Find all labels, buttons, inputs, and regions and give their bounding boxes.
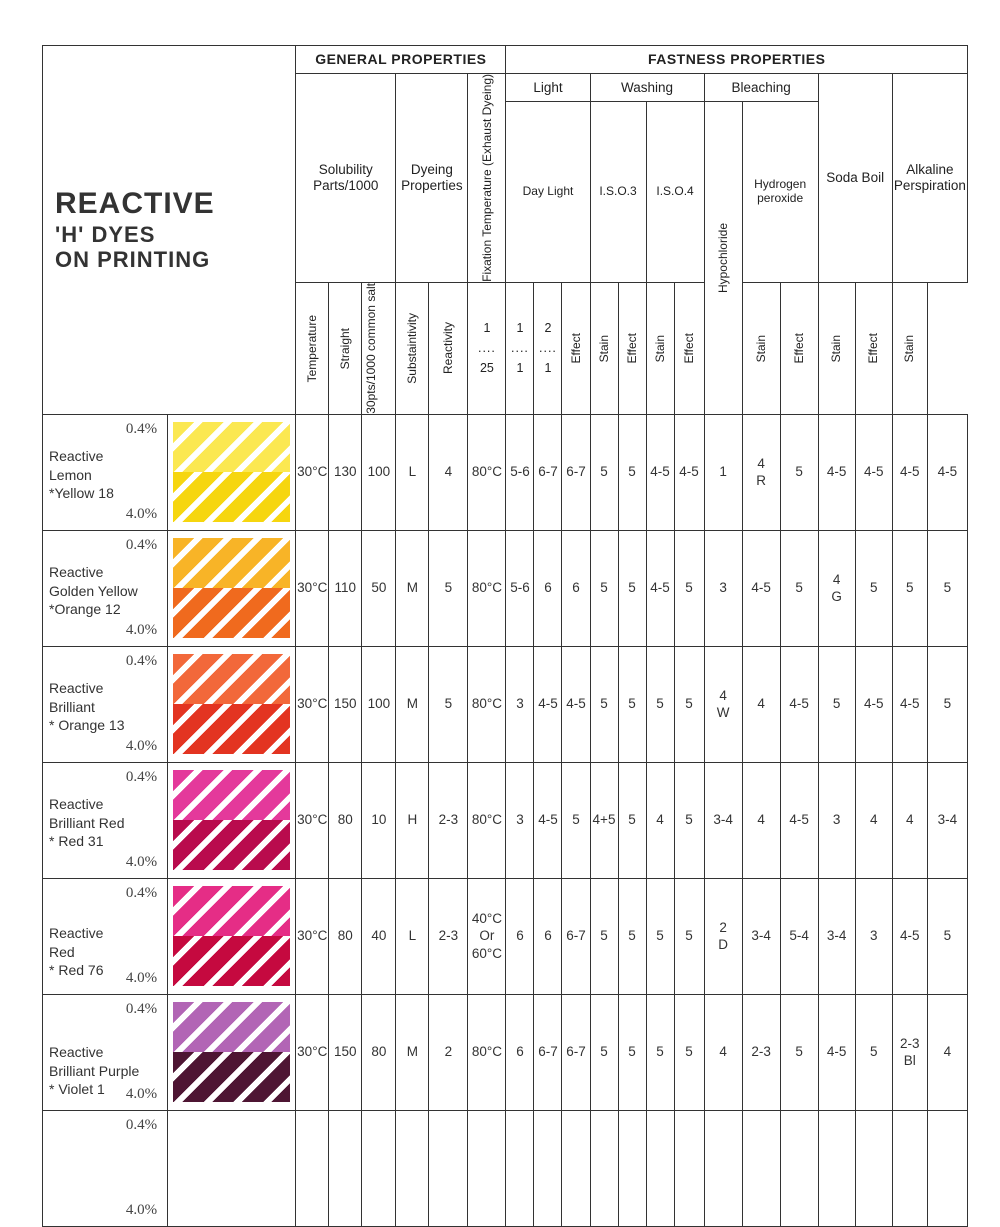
light-scale-1-1: 1 .... 1 bbox=[506, 282, 534, 414]
property-value: 5 bbox=[590, 414, 618, 530]
property-value: 5 bbox=[646, 994, 674, 1110]
color-swatch-cell bbox=[168, 762, 296, 878]
property-value: 5 bbox=[818, 646, 855, 762]
property-value: 2-3 bbox=[742, 994, 780, 1110]
reactivity-header: Reactivity bbox=[429, 282, 468, 414]
dye-name-line: Brilliant Purple bbox=[49, 1062, 140, 1079]
property-value: 3 bbox=[818, 762, 855, 878]
dye-name-cell bbox=[43, 762, 168, 878]
property-value: 2-3 bbox=[429, 878, 468, 994]
dye-name-line: Reactive bbox=[49, 447, 104, 464]
table-row bbox=[43, 646, 968, 762]
property-value: 3 bbox=[704, 530, 742, 646]
property-value: 4-5 bbox=[534, 646, 562, 762]
empty-cell bbox=[927, 1110, 967, 1226]
property-value: 5 bbox=[590, 994, 618, 1110]
concentration-low: 0.4% bbox=[125, 536, 158, 553]
empty-cell bbox=[674, 1110, 704, 1226]
property-value: 4-5 bbox=[927, 414, 967, 530]
property-value: 5 bbox=[429, 646, 468, 762]
property-value: 80°C bbox=[468, 414, 506, 530]
property-value: 4-5 bbox=[562, 646, 590, 762]
concentration-low: 0.4% bbox=[125, 652, 158, 669]
table-row bbox=[43, 878, 968, 994]
dye-name-cell bbox=[43, 994, 168, 1110]
concentration-high: 4.0% bbox=[125, 854, 158, 871]
color-swatch-cell bbox=[168, 878, 296, 994]
dye-name-line: Reactive bbox=[49, 1043, 104, 1060]
property-value: 10 bbox=[362, 762, 396, 878]
property-value: 5 bbox=[780, 414, 818, 530]
property-value: 80°C bbox=[468, 646, 506, 762]
property-value: 80°C bbox=[468, 530, 506, 646]
color-swatch bbox=[173, 770, 290, 870]
property-value: 5 bbox=[646, 646, 674, 762]
concentration-low: 0.4% bbox=[125, 420, 158, 437]
empty-cell bbox=[618, 1110, 646, 1226]
property-value: 5-6 bbox=[506, 530, 534, 646]
property-value: 5 bbox=[429, 530, 468, 646]
property-value: 5 bbox=[618, 414, 646, 530]
property-value: 80°C bbox=[468, 762, 506, 878]
color-swatch bbox=[173, 654, 290, 754]
concentration-low: 0.4% bbox=[125, 1000, 158, 1017]
property-value: 5 bbox=[674, 646, 704, 762]
soda-effect-header: Effect bbox=[780, 282, 818, 414]
empty-cell bbox=[646, 1110, 674, 1226]
property-value: 5 bbox=[780, 994, 818, 1110]
property-value: M bbox=[396, 994, 429, 1110]
property-value: 50 bbox=[362, 530, 396, 646]
property-value: L bbox=[396, 414, 429, 530]
property-value: 80 bbox=[362, 994, 396, 1110]
temperature-header: Temperature bbox=[296, 282, 329, 414]
property-value: 1 bbox=[704, 414, 742, 530]
iso3-stain-header: Stain bbox=[590, 282, 618, 414]
property-value: 4-5 bbox=[855, 646, 892, 762]
property-value: 110 bbox=[329, 530, 362, 646]
property-value: 4-5 bbox=[892, 878, 927, 994]
light-scale-2-1: 2 .... 1 bbox=[534, 282, 562, 414]
property-value: 4-5 bbox=[534, 762, 562, 878]
fastness-properties-header: FASTNESS PROPERTIES bbox=[506, 46, 968, 74]
peroxide-effect-header: Effect bbox=[674, 282, 704, 414]
swatch-light-band bbox=[173, 770, 290, 820]
property-value: 5 bbox=[618, 878, 646, 994]
dye-name-cell bbox=[43, 646, 168, 762]
empty-cell bbox=[396, 1110, 429, 1226]
property-value: 4 bbox=[927, 994, 967, 1110]
property-value: 6 bbox=[562, 530, 590, 646]
property-value: 6 bbox=[534, 878, 562, 994]
concentration-low: 0.4% bbox=[125, 768, 158, 785]
dye-name-line: Reactive bbox=[49, 679, 104, 696]
empty-cell bbox=[892, 1110, 927, 1226]
property-value: 5 bbox=[927, 878, 967, 994]
concentration-high: 4.0% bbox=[125, 1202, 158, 1219]
swatch-dark-band bbox=[173, 820, 290, 870]
property-value: 5 bbox=[855, 994, 892, 1110]
empty-cell bbox=[329, 1110, 362, 1226]
table-row bbox=[43, 530, 968, 646]
alkaline-stain-header: Stain bbox=[892, 282, 927, 414]
dye-name-line: *Orange 12 bbox=[49, 601, 121, 618]
property-value: 3-4 bbox=[927, 762, 967, 878]
property-value: 6 bbox=[534, 530, 562, 646]
dye-name-line: Brilliant bbox=[49, 698, 95, 715]
solubility-header: Solubility Parts/1000 bbox=[296, 74, 396, 283]
alkaline-effect-header: Effect bbox=[855, 282, 892, 414]
property-value: 30°C bbox=[296, 762, 329, 878]
dye-name-line: * Red 31 bbox=[49, 833, 104, 850]
dye-name-line: Golden Yellow bbox=[49, 582, 138, 599]
property-value: 2 D bbox=[704, 878, 742, 994]
color-swatch-cell bbox=[168, 646, 296, 762]
property-value: 5 bbox=[618, 994, 646, 1110]
property-value: 5 bbox=[590, 646, 618, 762]
empty-cell bbox=[468, 1110, 506, 1226]
property-value: 3 bbox=[506, 762, 534, 878]
property-value: 5 bbox=[618, 530, 646, 646]
color-swatch bbox=[173, 538, 290, 638]
dye-name-line: Brilliant Red bbox=[49, 814, 125, 831]
title-line-2: 'H' DYES bbox=[55, 221, 156, 247]
property-value: 5 bbox=[927, 646, 967, 762]
property-value: 5 bbox=[674, 994, 704, 1110]
property-value: 30°C bbox=[296, 878, 329, 994]
property-value: 4-5 bbox=[646, 530, 674, 646]
swatch-light-band bbox=[173, 654, 290, 704]
dye-name-line: Reactive bbox=[49, 795, 104, 812]
property-value: 100 bbox=[362, 646, 396, 762]
empty-cell bbox=[818, 1110, 855, 1226]
peroxide-stain-header: Stain bbox=[742, 282, 780, 414]
dye-name-line: Reactive bbox=[49, 924, 104, 941]
empty-cell bbox=[590, 1110, 618, 1226]
property-value: 5 bbox=[618, 646, 646, 762]
concentration-high: 4.0% bbox=[125, 970, 158, 987]
empty-cell bbox=[168, 1110, 296, 1226]
color-swatch bbox=[173, 886, 290, 986]
dye-name-cell bbox=[43, 1110, 168, 1226]
property-value: 4-5 bbox=[855, 414, 892, 530]
property-value: 6-7 bbox=[534, 994, 562, 1110]
property-value: H bbox=[396, 762, 429, 878]
property-value: 3-4 bbox=[742, 878, 780, 994]
swatch-dark-band bbox=[173, 588, 290, 638]
concentration-low: 0.4% bbox=[125, 884, 158, 901]
property-value: 6-7 bbox=[562, 994, 590, 1110]
soda-boil-header: Soda Boil bbox=[818, 74, 892, 283]
property-value: 4 bbox=[742, 762, 780, 878]
dye-name-line: Lemon bbox=[49, 466, 92, 483]
property-value: 30°C bbox=[296, 994, 329, 1110]
property-value: 4-5 bbox=[818, 414, 855, 530]
salt-header: 30pts/1000 common salt bbox=[362, 282, 396, 414]
property-value: 80°C bbox=[468, 994, 506, 1110]
property-value: 4 bbox=[429, 414, 468, 530]
property-value: 3-4 bbox=[818, 878, 855, 994]
color-swatch-cell bbox=[168, 994, 296, 1110]
title-line-3: ON PRINTING bbox=[55, 247, 211, 273]
property-value: 4-5 bbox=[742, 530, 780, 646]
properties-table bbox=[42, 45, 968, 1227]
dye-name-cell bbox=[43, 414, 168, 530]
dye-name-cell bbox=[43, 530, 168, 646]
property-value: 4-5 bbox=[892, 646, 927, 762]
swatch-light-band bbox=[173, 886, 290, 936]
property-value: 30°C bbox=[296, 530, 329, 646]
iso4-header: I.S.O.4 bbox=[646, 102, 704, 283]
chart-title bbox=[43, 46, 296, 415]
swatch-dark-band bbox=[173, 704, 290, 754]
property-value: 150 bbox=[329, 994, 362, 1110]
property-value: 5 bbox=[674, 878, 704, 994]
property-value: 5 bbox=[646, 878, 674, 994]
empty-cell bbox=[780, 1110, 818, 1226]
dye-name-line: Reactive bbox=[49, 563, 104, 580]
light-scale-1-25: 1 .... 25 bbox=[468, 282, 506, 414]
hypochloride-header: Hypochloride bbox=[704, 102, 742, 415]
property-value: 4-5 bbox=[780, 762, 818, 878]
property-value: 4 G bbox=[818, 530, 855, 646]
table-row bbox=[43, 994, 968, 1110]
table-row bbox=[43, 762, 968, 878]
swatch-light-band bbox=[173, 1002, 290, 1052]
property-value: 4-5 bbox=[892, 414, 927, 530]
property-value: 5 bbox=[618, 762, 646, 878]
straight-header: Straight bbox=[329, 282, 362, 414]
property-value: 6 bbox=[506, 994, 534, 1110]
property-value: 4 bbox=[855, 762, 892, 878]
swatch-dark-band bbox=[173, 936, 290, 986]
property-value: 80 bbox=[329, 878, 362, 994]
property-value: 150 bbox=[329, 646, 362, 762]
color-swatch bbox=[173, 1002, 290, 1102]
dye-name-cell bbox=[43, 878, 168, 994]
property-value: 4 bbox=[704, 994, 742, 1110]
property-value: 6 bbox=[506, 878, 534, 994]
property-value: 40 bbox=[362, 878, 396, 994]
property-value: 5 bbox=[562, 762, 590, 878]
empty-cell bbox=[562, 1110, 590, 1226]
dye-name-line: * Red 76 bbox=[49, 962, 104, 979]
property-value: 3 bbox=[506, 646, 534, 762]
washing-header: Washing bbox=[590, 74, 704, 102]
property-value: 4 bbox=[892, 762, 927, 878]
iso4-effect-header: Effect bbox=[618, 282, 646, 414]
hydrogen-peroxide-header: Hydrogen peroxide bbox=[742, 102, 818, 283]
bleaching-header: Bleaching bbox=[704, 74, 818, 102]
iso4-stain-header: Stain bbox=[646, 282, 674, 414]
property-value: 5 bbox=[674, 530, 704, 646]
property-value: 3 bbox=[855, 878, 892, 994]
property-value: 6-7 bbox=[562, 414, 590, 530]
property-value: 3-4 bbox=[704, 762, 742, 878]
substantivity-header: Substaintivity bbox=[396, 282, 429, 414]
empty-cell bbox=[704, 1110, 742, 1226]
concentration-high: 4.0% bbox=[125, 738, 158, 755]
property-value: 4 R bbox=[742, 414, 780, 530]
property-value: 4-5 bbox=[818, 994, 855, 1110]
swatch-light-band bbox=[173, 422, 290, 472]
property-value: 4 bbox=[742, 646, 780, 762]
empty-cell bbox=[296, 1110, 329, 1226]
dye-name-line: * Orange 13 bbox=[49, 717, 125, 734]
dyeing-properties-header: Dyeing Properties bbox=[396, 74, 468, 283]
empty-cell bbox=[429, 1110, 468, 1226]
property-value: 5 bbox=[590, 878, 618, 994]
property-value: 4 bbox=[646, 762, 674, 878]
property-value: 100 bbox=[362, 414, 396, 530]
fixation-temperature-header: Fixation Temperature (Exhaust Dyeing) bbox=[468, 74, 506, 283]
property-value: 5 bbox=[590, 530, 618, 646]
dye-name-line: * Violet 1 bbox=[49, 1081, 105, 1098]
soda-stain-header: Stain bbox=[818, 282, 855, 414]
property-value: 5 bbox=[855, 530, 892, 646]
title-line-1: REACTIVE bbox=[55, 187, 215, 221]
property-value: 2-3 bbox=[429, 762, 468, 878]
property-value: 2 bbox=[429, 994, 468, 1110]
property-value: 5-4 bbox=[780, 878, 818, 994]
property-value: 4+5 bbox=[590, 762, 618, 878]
swatch-dark-band bbox=[173, 1052, 290, 1102]
property-value: 4-5 bbox=[780, 646, 818, 762]
property-value: 6-7 bbox=[562, 878, 590, 994]
alkaline-perspiration-header: Alkaline Perspiration bbox=[892, 74, 967, 283]
property-value: 30°C bbox=[296, 646, 329, 762]
concentration-high: 4.0% bbox=[125, 1086, 158, 1103]
property-value: 5 bbox=[674, 762, 704, 878]
empty-cell bbox=[534, 1110, 562, 1226]
property-value: 6-7 bbox=[534, 414, 562, 530]
concentration-high: 4.0% bbox=[125, 622, 158, 639]
table-row bbox=[43, 414, 968, 530]
property-value: 5 bbox=[927, 530, 967, 646]
color-swatch bbox=[173, 422, 290, 522]
property-value: 5 bbox=[780, 530, 818, 646]
color-swatch-cell bbox=[168, 530, 296, 646]
property-value: 40°C Or 60°C bbox=[468, 878, 506, 994]
property-value: M bbox=[396, 646, 429, 762]
property-value: 4 W bbox=[704, 646, 742, 762]
iso3-header: I.S.O.3 bbox=[590, 102, 646, 283]
concentration-high: 4.0% bbox=[125, 506, 158, 523]
property-value: 4-5 bbox=[646, 414, 674, 530]
property-value: M bbox=[396, 530, 429, 646]
empty-cell bbox=[362, 1110, 396, 1226]
general-properties-header: GENERAL PROPERTIES bbox=[296, 46, 506, 74]
light-header: Light bbox=[506, 74, 590, 102]
property-value: 4-5 bbox=[674, 414, 704, 530]
dye-rows bbox=[43, 414, 968, 1226]
swatch-dark-band bbox=[173, 472, 290, 522]
iso3-effect-header: Effect bbox=[562, 282, 590, 414]
concentration-low: 0.4% bbox=[125, 1116, 158, 1133]
property-value: 5 bbox=[892, 530, 927, 646]
property-value: 80 bbox=[329, 762, 362, 878]
empty-cell bbox=[742, 1110, 780, 1226]
dye-properties-sheet bbox=[42, 45, 968, 1219]
empty-cell bbox=[855, 1110, 892, 1226]
property-value: 5-6 bbox=[506, 414, 534, 530]
empty-row bbox=[43, 1110, 968, 1226]
property-value: 30°C bbox=[296, 414, 329, 530]
empty-cell bbox=[506, 1110, 534, 1226]
dye-name-line: *Yellow 18 bbox=[49, 485, 114, 502]
property-value: 130 bbox=[329, 414, 362, 530]
dye-name-line: Red bbox=[49, 943, 75, 960]
color-swatch-cell bbox=[168, 414, 296, 530]
property-value: 2-3 Bl bbox=[892, 994, 927, 1110]
swatch-light-band bbox=[173, 538, 290, 588]
property-value: L bbox=[396, 878, 429, 994]
daylight-header: Day Light bbox=[506, 102, 590, 283]
